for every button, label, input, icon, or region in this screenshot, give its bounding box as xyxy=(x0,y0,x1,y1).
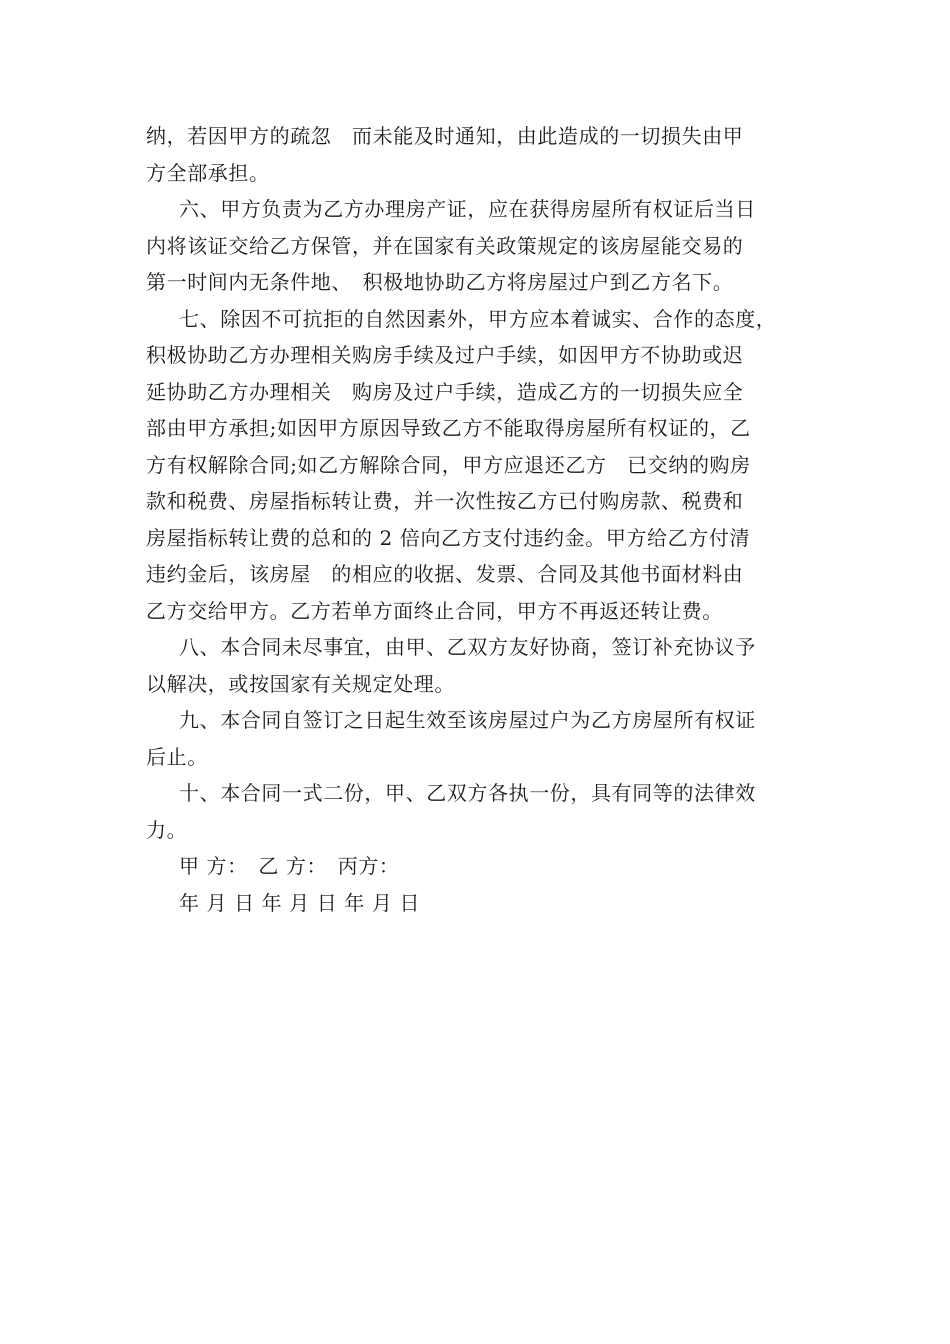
clause-seven-line: 七、除因不可抗拒的自然因素外，甲方应本着诚实、合作的态度， xyxy=(179,306,777,331)
clause-six-line: 六、甲方负责为乙方办理房产证，应在获得房屋所有权证后当日 xyxy=(179,197,756,221)
contract-body xyxy=(146,118,806,921)
text-line: 纳，若因甲方的疏忽 而未能及时通知，由此造成的一切损失由甲 xyxy=(146,124,744,148)
signature-dates-line: 年 月 日 年 月 日 年 月 日 xyxy=(179,890,421,915)
text-line: 乙方交给甲方。乙方若单方面终止合同，甲方不再返还转让费。 xyxy=(146,598,723,623)
text-line: 以解决，或按国家有关规定处理。 xyxy=(146,671,455,696)
text-line: 后止。 xyxy=(146,744,208,769)
signature-parties-line: 甲 方： 乙 方： 丙方： xyxy=(179,854,400,878)
text-line: 第一时间内无条件地、 积极地协助乙方将房屋过户到乙方名下。 xyxy=(146,270,734,294)
text-line: 方有权解除合同;如乙方解除合同，甲方应退还乙方 已交纳的购房 xyxy=(146,452,751,477)
text-line: 内将该证交给乙方保管，并在国家有关政策规定的该房屋能交易的 xyxy=(146,233,744,258)
clause-nine-line: 九、本合同自签订之日起生效至该房屋过户为乙方房屋所有权证 xyxy=(179,708,756,732)
text-line: 方全部承担。 xyxy=(146,160,270,185)
text-line: 延协助乙方办理相关 购房及过户手续，造成乙方的一切损失应全 xyxy=(146,379,744,404)
clause-ten-line: 十、本合同一式二份，甲、乙双方各执一份，具有同等的法律效 xyxy=(179,781,756,805)
text-line: 力。 xyxy=(146,817,188,842)
clause-eight-line: 八、本合同未尽事宜，由甲、乙双方友好协商，签订补充协议予 xyxy=(179,635,756,659)
text-line: 款和税费、房屋指标转让费，并一次性按乙方已付购房款、税费和 xyxy=(146,489,744,513)
text-line: 房屋指标转让费的总和的 2 倍向乙方支付违约金。甲方给乙方付清 xyxy=(146,525,751,550)
text-line: 部由甲方承担;如因甲方原因导致乙方不能取得房屋所有权证的，乙 xyxy=(146,416,751,440)
text-line: 积极协助乙方办理相关购房手续及过户手续，如因甲方不协助或迟 xyxy=(146,343,744,367)
text-line: 违约金后，该房屋 的相应的收据、发票、合同及其他书面材料由 xyxy=(146,562,744,586)
